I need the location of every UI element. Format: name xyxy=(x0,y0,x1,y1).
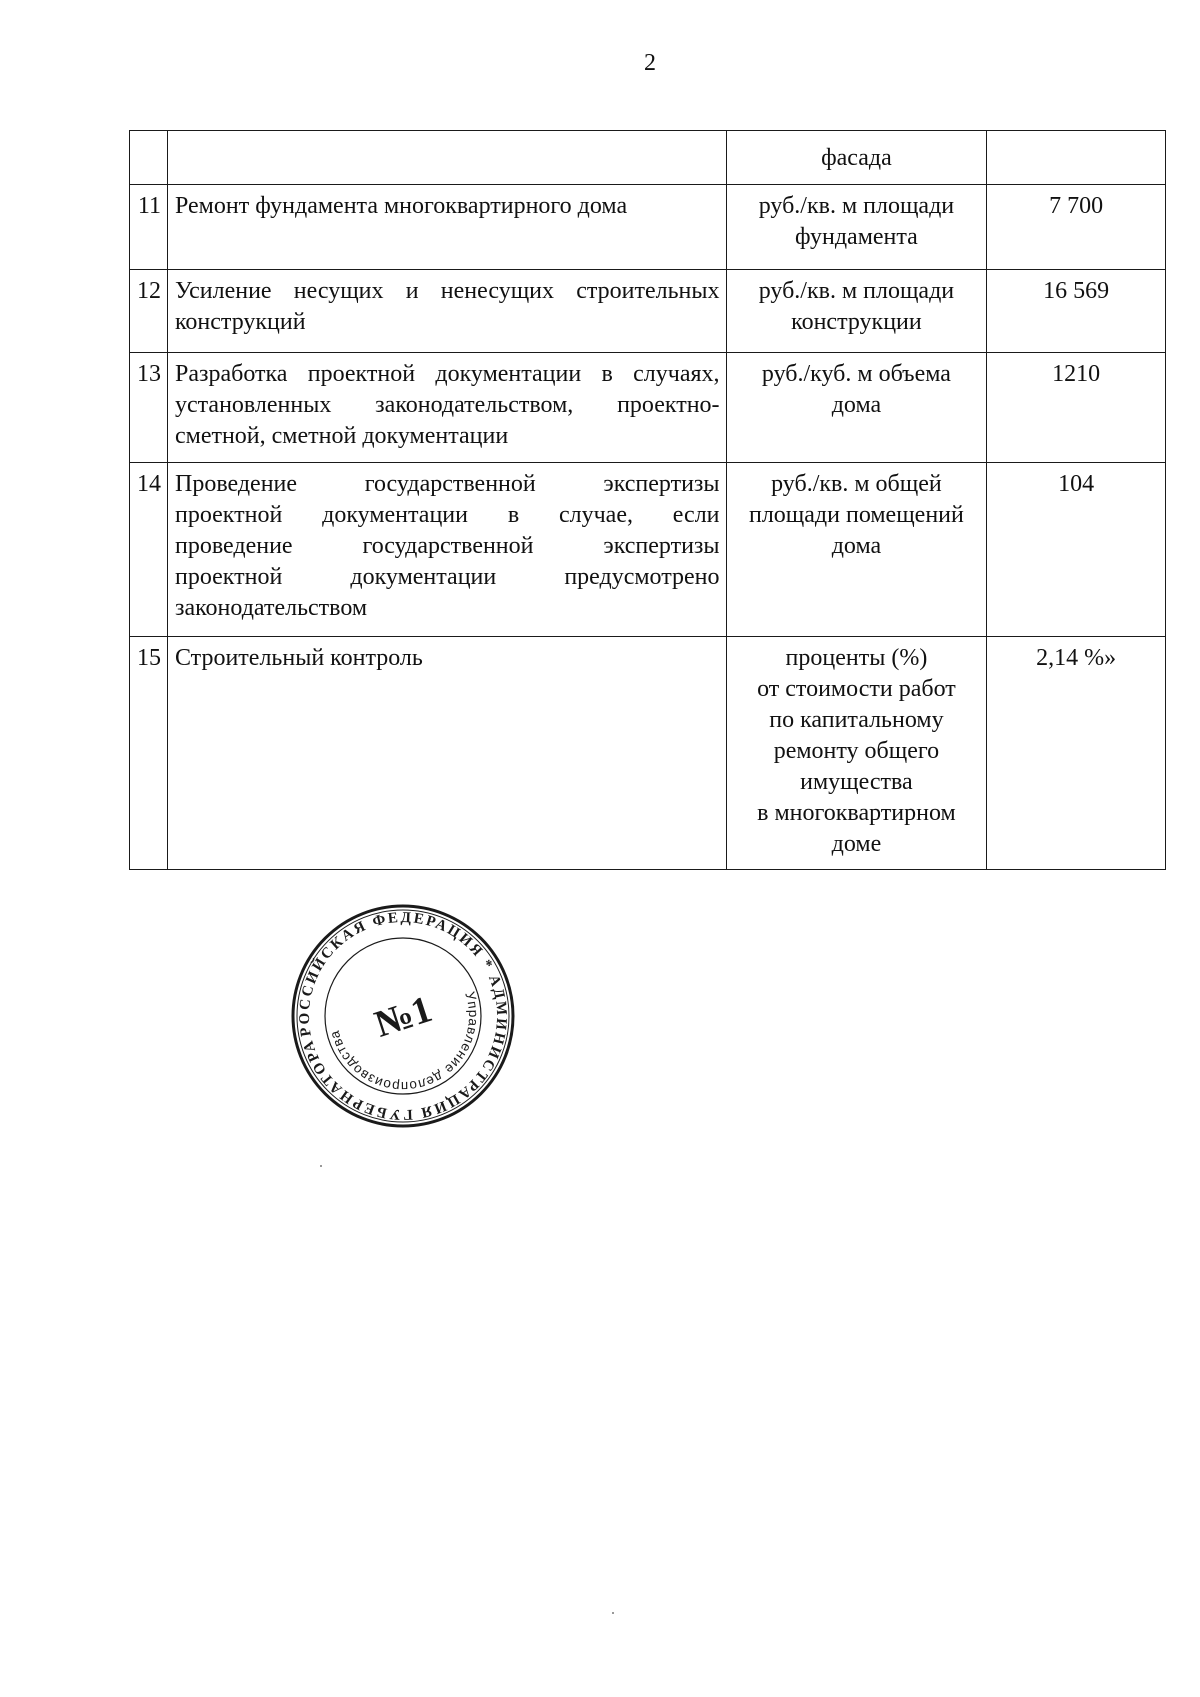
value-cell: 16 569 xyxy=(987,270,1166,353)
unit-cell xyxy=(726,131,987,185)
unit-line: дома xyxy=(831,533,882,559)
page-number: 2 xyxy=(644,50,656,76)
table-row xyxy=(130,131,1166,185)
unit-line: дома xyxy=(831,392,882,418)
unit-cell xyxy=(726,185,987,270)
table-row xyxy=(130,185,1166,270)
work-name-cell: Разработка проектной документации в случаях, установленных законодательством, проектно-сметной, сметной документации xyxy=(167,353,726,463)
scan-speck xyxy=(612,1612,614,1614)
work-name-line: проектной документации в случае, если xyxy=(174,502,720,528)
row-number-cell: 14 xyxy=(130,463,168,637)
row-number-cell xyxy=(130,131,168,185)
work-name-cell xyxy=(167,131,726,185)
unit-cell xyxy=(726,463,987,637)
work-name-line: проектной документации предусмотрено xyxy=(174,564,720,590)
work-name-cell xyxy=(167,463,726,637)
unit-line: проценты (%) xyxy=(785,645,928,671)
unit-line: в многоквартирном xyxy=(757,800,956,826)
unit-line: конструкции xyxy=(791,309,922,335)
stamp-center-text: №1 xyxy=(369,988,437,1046)
work-name-line: проведение государственной экспертизы xyxy=(174,533,720,559)
work-name-line: законодательством xyxy=(174,595,368,621)
work-name-line: Проведение государственной экспертизы xyxy=(174,471,720,497)
unit-cell xyxy=(726,353,987,463)
work-name-cell: Строительный контроль xyxy=(167,637,726,870)
unit-line: фундамента xyxy=(795,224,918,250)
work-name-cell: Усиление несущих и ненесущих строительных конструкций xyxy=(167,270,726,353)
official-stamp xyxy=(290,903,516,1129)
row-number-cell: 11 xyxy=(130,185,168,270)
unit-line: руб./куб. м объема xyxy=(761,361,951,387)
unit-line: руб./кв. м общей xyxy=(771,471,942,497)
stamp-outer-text: РОССИЙСКАЯ ФЕДЕРАЦИЯ * АДМИНИСТРАЦИЯ ГУБЕРНАТОРА xyxy=(296,909,510,1123)
value-cell: 104 xyxy=(987,463,1166,637)
work-name-cell: Ремонт фундамента многоквартирного дома xyxy=(167,185,726,270)
stamp-inner-text: Управление делопроизводства xyxy=(326,989,482,1095)
unit-line: от стоимости работ xyxy=(757,676,956,702)
row-number-cell: 15 xyxy=(130,637,168,870)
unit-cell xyxy=(726,270,987,353)
table-row xyxy=(130,270,1166,353)
unit-line: по капитальному xyxy=(769,707,944,733)
table-row xyxy=(130,463,1166,637)
unit-line: ремонту общего xyxy=(773,738,940,764)
cost-table xyxy=(129,130,1166,870)
value-cell: 1210 xyxy=(987,353,1166,463)
unit-cell xyxy=(726,637,987,870)
unit-line: руб./кв. м площади xyxy=(758,278,955,304)
table-row xyxy=(130,353,1166,463)
table-row xyxy=(130,637,1166,870)
value-cell: 2,14 %» xyxy=(987,637,1166,870)
unit-line: доме xyxy=(831,831,882,857)
row-number-cell: 12 xyxy=(130,270,168,353)
value-cell: 7 700 xyxy=(987,185,1166,270)
row-number-cell: 13 xyxy=(130,353,168,463)
unit-line: имущества xyxy=(800,769,913,795)
unit-line: руб./кв. м площади xyxy=(758,193,955,219)
value-cell xyxy=(987,131,1166,185)
unit-line: площади помещений xyxy=(748,502,964,528)
scan-speck xyxy=(320,1165,322,1167)
unit-line: фасада xyxy=(821,145,892,171)
